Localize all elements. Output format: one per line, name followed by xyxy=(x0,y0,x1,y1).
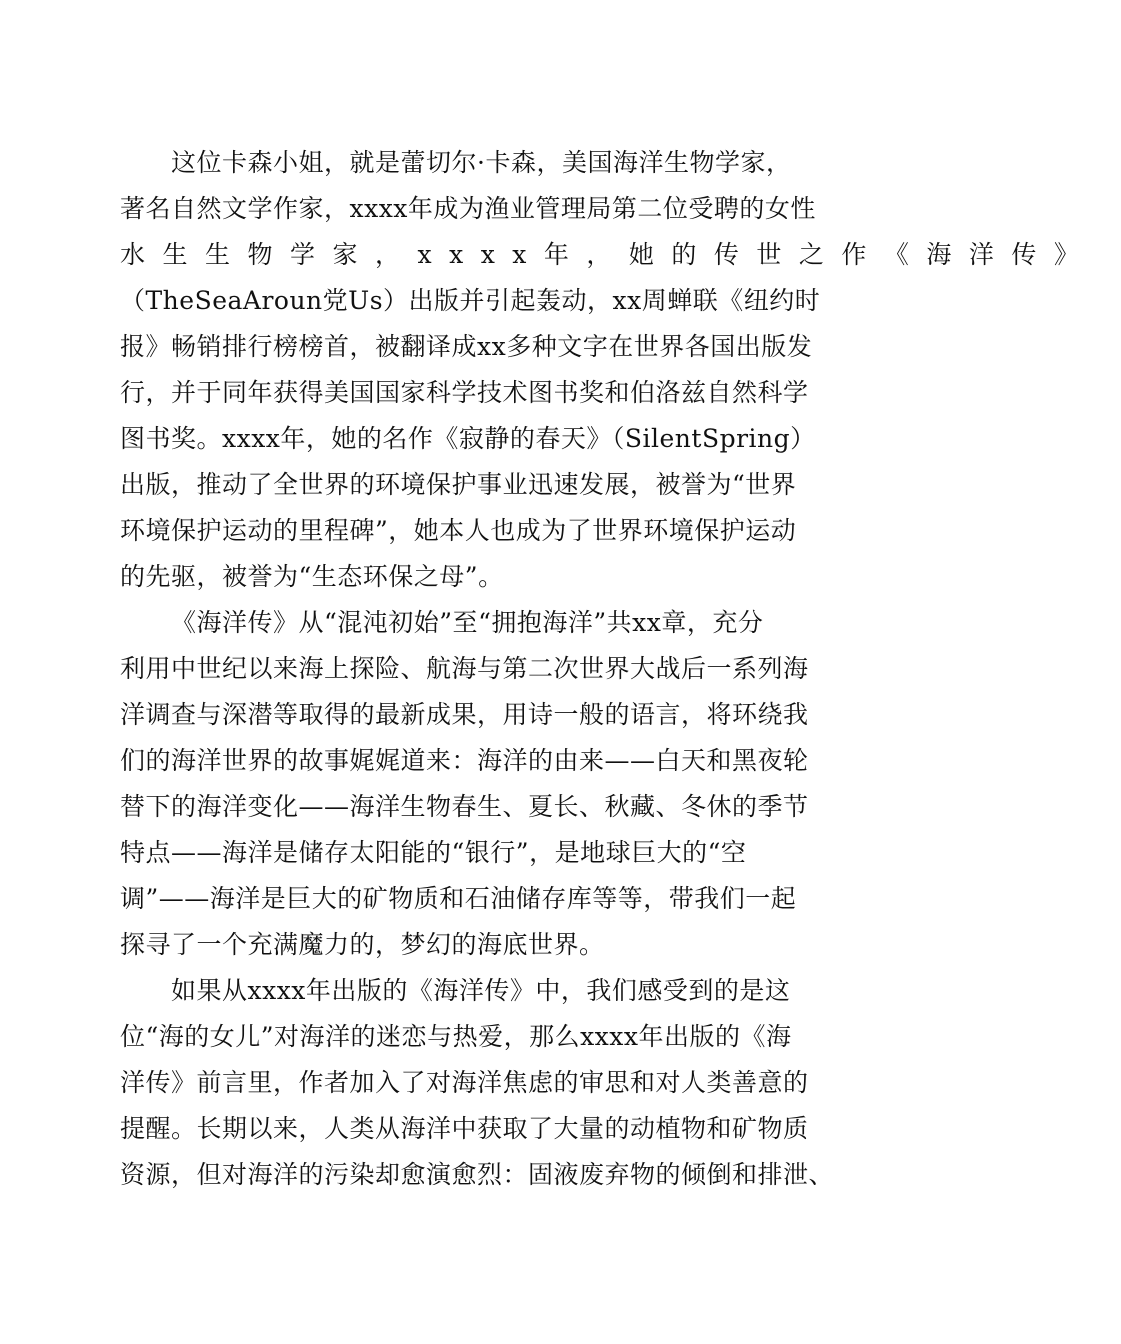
paragraph-1-line-6 xyxy=(120,373,1070,413)
paragraph-3-line-3 xyxy=(120,1063,1070,1103)
paragraph-2-line-4 xyxy=(120,741,1070,781)
text-line: 水生生物学家，xxxx年，她的传世之作《海洋传》 xyxy=(120,240,1097,269)
text-line: 洋传》前言里，作者加入了对海洋焦虑的审思和对人类善意的 xyxy=(120,1068,809,1097)
paragraph-3-line-1 xyxy=(171,971,1121,1011)
text-line: 环境保护运动的里程碑”，她本人也成为了世界环境保护运动 xyxy=(120,516,797,545)
paragraph-2-line-3 xyxy=(120,695,1070,735)
paragraph-2-line-8 xyxy=(120,925,1070,965)
paragraph-2-line-6 xyxy=(120,833,1070,873)
paragraph-2-line-1 xyxy=(171,603,1121,643)
text-line: 利用中世纪以来海上探险、航海与第二次世界大战后一系列海 xyxy=(120,654,809,683)
text-line: 《海洋传》从“混沌初始”至“拥抱海洋”共xx章，充分 xyxy=(171,608,764,637)
text-line: 出版，推动了全世界的环境保护事业迅速发展，被誉为“世界 xyxy=(120,470,797,499)
text-line: 们的海洋世界的故事娓娓道来：海洋的由来——白天和黑夜轮 xyxy=(120,746,809,775)
text-line: 如果从xxxx年出版的《海洋传》中，我们感受到的是这 xyxy=(171,976,791,1005)
text-line: 替下的海洋变化——海洋生物春生、夏长、秋藏、冬休的季节 xyxy=(120,792,809,821)
text-line: 这位卡森小姐，就是蕾切尔·卡森，美国海洋生物学家， xyxy=(171,148,792,177)
paragraph-1-line-10 xyxy=(120,557,1070,597)
text-line: 调”——海洋是巨大的矿物质和石油储存库等等，带我们一起 xyxy=(120,884,797,913)
text-line: 行，并于同年获得美国国家科学技术图书奖和伯洛兹自然科学 xyxy=(120,378,809,407)
text-line: 报》畅销排行榜榜首，被翻译成xx多种文字在世界各国出版发 xyxy=(120,332,813,361)
text-line: 著名自然文学作家，xxxx年成为渔业管理局第二位受聘的女性 xyxy=(120,194,816,223)
paragraph-3-line-4 xyxy=(120,1109,1070,1149)
paragraph-2-line-7 xyxy=(120,879,1070,919)
text-line: 图书奖。xxxx年，她的名作《寂静的春天》（SilentSpring） xyxy=(120,424,816,453)
text-line: 位“海的女儿”对海洋的迷恋与热爱，那么xxxx年出版的《海 xyxy=(120,1022,792,1051)
text-line: （TheSeaAroun党Us）出版并引起轰动，xx周蝉联《纽约时 xyxy=(120,286,821,315)
text-line: 特点——海洋是储存太阳能的“银行”，是地球巨大的“空 xyxy=(120,838,747,867)
paragraph-1-line-3 xyxy=(120,235,1097,275)
paragraph-1-line-9 xyxy=(120,511,1070,551)
text-line: 洋调查与深潜等取得的最新成果，用诗一般的语言，将环绕我 xyxy=(120,700,809,729)
text-line: 的先驱，被誉为“生态环保之母”。 xyxy=(120,562,504,591)
paragraph-1-line-8 xyxy=(120,465,1070,505)
paragraph-1-line-5 xyxy=(120,327,1070,367)
paragraph-1-line-7 xyxy=(120,419,1070,459)
paragraph-1-line-2 xyxy=(120,189,828,229)
text-line: 探寻了一个充满魔力的，梦幻的海底世界。 xyxy=(120,930,605,959)
paragraph-3-line-5 xyxy=(120,1155,1070,1195)
paragraph-2-line-2 xyxy=(120,649,1070,689)
text-line: 资源，但对海洋的污染却愈演愈烈：固液废弃物的倾倒和排泄、 xyxy=(120,1160,835,1189)
paragraph-1-line-1 xyxy=(171,143,828,183)
paragraph-2-line-5 xyxy=(120,787,1070,827)
text-line: 提醒。长期以来，人类从海洋中获取了大量的动植物和矿物质 xyxy=(120,1114,809,1143)
paragraph-1-line-4 xyxy=(120,281,1070,321)
paragraph-3-line-2 xyxy=(120,1017,1070,1057)
